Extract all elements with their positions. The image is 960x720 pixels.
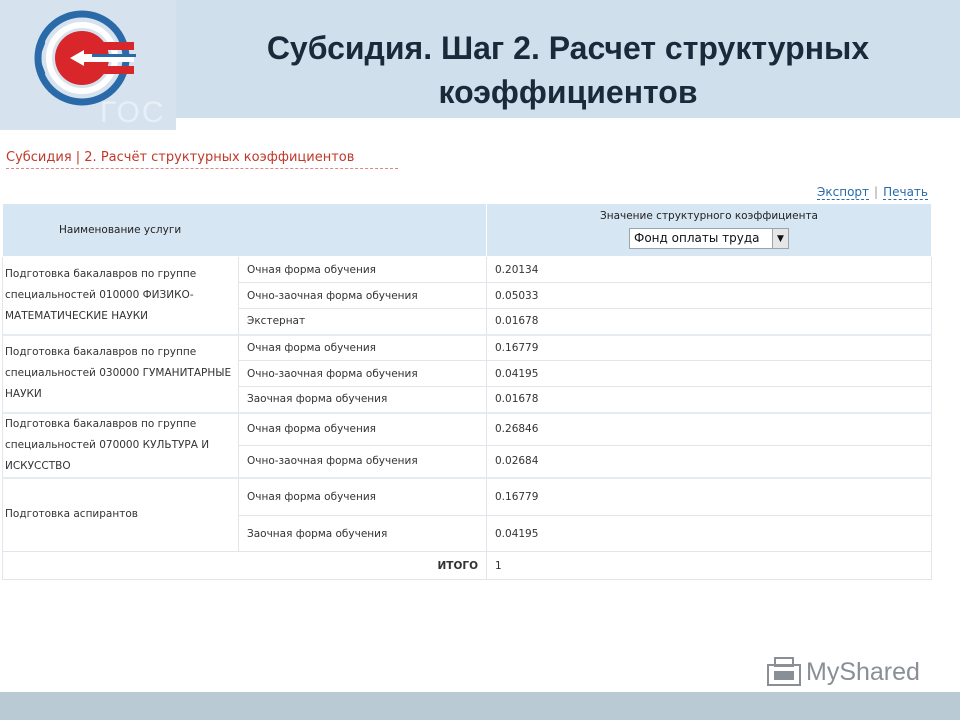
watermark-text: MyShared [806, 657, 920, 686]
coefficient-value-cell: 0.01678 [487, 309, 932, 335]
chevron-down-icon[interactable]: ▼ [772, 229, 788, 248]
header-coefficient-label: Значение структурного коэффициента [599, 210, 818, 222]
export-link[interactable]: Экспорт [817, 185, 870, 199]
company-logo [30, 8, 140, 108]
coefficients-table [2, 203, 932, 580]
fund-type-select[interactable] [629, 228, 789, 249]
table-row [3, 335, 932, 361]
coefficient-value-cell: 0.20134 [487, 257, 932, 283]
slide-title [176, 26, 960, 114]
coefficient-value-cell: 0.01678 [487, 387, 932, 413]
study-form-cell: Очно-заочная форма обучения [239, 283, 487, 309]
coefficient-value-cell: 0.16779 [487, 335, 932, 361]
actions-separator: | [874, 185, 879, 199]
table-row [3, 478, 932, 516]
coefficient-value-cell: 0.04195 [487, 516, 932, 552]
total-row [3, 552, 932, 580]
footer-bar [0, 692, 960, 720]
service-name-cell: Подготовка бакалавров по группе специальностей 030000 ГУМАНИТАРНЫЕ НАУКИ [3, 335, 239, 413]
study-form-cell: Очно-заочная форма обучения [239, 445, 487, 478]
fund-type-selected-value: Фонд оплаты труда [634, 231, 760, 245]
header-coefficient-value [487, 204, 932, 257]
study-form-cell: Очная форма обучения [239, 335, 487, 361]
study-form-cell: Очная форма обучения [239, 257, 487, 283]
study-form-cell: Заочная форма обучения [239, 387, 487, 413]
service-name-cell: Подготовка аспирантов [3, 478, 239, 552]
service-name-cell: Подготовка бакалавров по группе специальностей 070000 КУЛЬТУРА И ИСКУССТВО [3, 413, 239, 478]
table-row [3, 413, 932, 446]
print-link[interactable]: Печать [883, 185, 928, 199]
service-name-cell: Подготовка бакалавров по группе специальностей 010000 ФИЗИКО-МАТЕМАТИЧЕСКИЕ НАУКИ [3, 257, 239, 335]
total-label: ИТОГО [3, 552, 487, 580]
coefficient-value-cell: 0.05033 [487, 283, 932, 309]
slide-header [0, 0, 960, 129]
breadcrumb[interactable]: Субсидия | 2. Расчёт структурных коэффициентов [6, 150, 398, 169]
watermark [766, 655, 920, 689]
study-form-cell: Очно-заочная форма обучения [239, 361, 487, 387]
study-form-cell: Заочная форма обучения [239, 516, 487, 552]
coefficient-value-cell: 0.04195 [487, 361, 932, 387]
study-form-cell: Экстернат [239, 309, 487, 335]
logo-panel [0, 0, 176, 130]
slide-title-line-2: коэффициентов [438, 74, 698, 110]
table-row [3, 257, 932, 283]
total-value: 1 [487, 552, 932, 580]
study-form-cell: Очная форма обучения [239, 478, 487, 516]
study-form-cell: Очная форма обучения [239, 413, 487, 446]
slide-title-line-1: Субсидия. Шаг 2. Расчет структурных [266, 30, 870, 66]
coefficient-value-cell: 0.26846 [487, 413, 932, 446]
coefficient-value-cell: 0.02684 [487, 445, 932, 478]
header-service-name: Наименование услуги [3, 204, 487, 257]
coefficient-value-cell: 0.16779 [487, 478, 932, 516]
logo-ghost-text: ГОС [100, 96, 166, 129]
table-header-row [3, 204, 932, 257]
actions-bar [817, 185, 928, 199]
myshared-logo-icon [766, 655, 802, 689]
